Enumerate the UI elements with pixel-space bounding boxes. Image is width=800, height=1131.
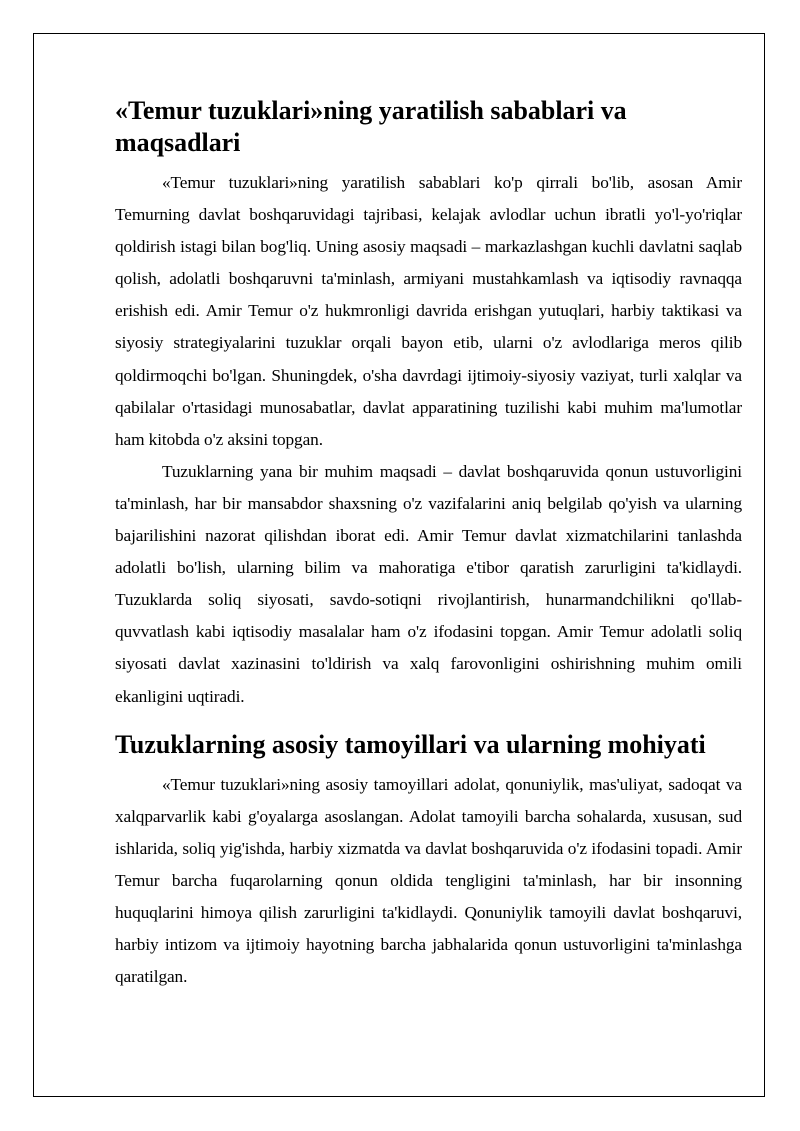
section-heading-principles: Tuzuklarning asosiy tamoyillari va ularning mohiyati: [115, 729, 706, 759]
document-body: [115, 95, 742, 993]
paragraph-reasons-1: «Temur tuzuklari»ning yaratilish sabablari ko'p qirrali bo'lib, asosan Amir Temurning davlat boshqaruvidagi tajribasi, kelajak avlodlar uchun ibratli yo'l-yo'riqlar qoldirish istagi bilan bog'liq. Uning asosiy maqsadi – markazlashgan kuchli davlatni saqlab qolish, adolatli boshqaruvni ta'minlash, armiyani mustahkamlash va iqtisodiy ravnaqqa erishish edi. Amir Temur o'z hukmronligi davrida erishgan yutuqlari, harbiy taktikasi va siyosiy strategiyalarini tuzuklar orqali bayon etib, ularni o'z avlodlariga meros qilib qoldirmoqchi bo'lgan. Shuningdek, o'sha davrdagi ijtimoiy-siyosiy vaziyat, turli xalqlar va qabilalar o'rtasidagi munosabatlar, davlat apparatining tuzilishi kabi muhim ma'lumotlar ham kitobda o'z aksini topgan.: [115, 173, 742, 449]
paragraph-reasons-2: Tuzuklarning yana bir muhim maqsadi – davlat boshqaruvida qonun ustuvorligini ta'minlash, har bir mansabdor shaxsning o'z vazifalarini aniq belgilab qo'yish va ularning bajarilishini nazorat qilishdan iborat edi. Amir Temur davlat xizmatchilarini tanlashda adolatli bo'lish, ularning bilim va mahoratiga e'tibor qaratish zarurligini ta'kidlaydi. Tuzuklarda soliq siyosati, savdo-sotiqni rivojlantirish, hunarmandchilikni qo'llab-quvvatlash kabi iqtisodiy masalalar ham o'z ifodasini topgan. Amir Temur adolatli soliq siyosati davlat xazinasini to'ldirish va xalq farovonligini oshirishning muhim omili ekanligini uqtiradi.: [115, 461, 742, 706]
section-heading-reasons: «Temur tuzuklari»ning yaratilish sabablari va maqsadlari: [115, 96, 627, 157]
paragraph-principles-1: «Temur tuzuklari»ning asosiy tamoyillari adolat, qonuniylik, mas'uliyat, sadoqat va xalqparvarlik kabi g'oyalarga asoslangan. Adolat tamoyili barcha sohalarda, xususan, sud ishlarida, soliq yig'ishda, harbiy xizmatda va davlat boshqaruvida o'z ifodasini topadi. Amir Temur barcha fuqarolarning qonun oldida tengligini ta'minlash, har bir insonning huquqlarini himoya qilish zarurligini ta'kidlaydi. Qonuniylik tamoyili davlat boshqaruvi, harbiy intizom va ijtimoiy hayotning barcha jabhalarida qonun ustuvorligini ta'minlashga qaratilgan.: [115, 774, 742, 987]
